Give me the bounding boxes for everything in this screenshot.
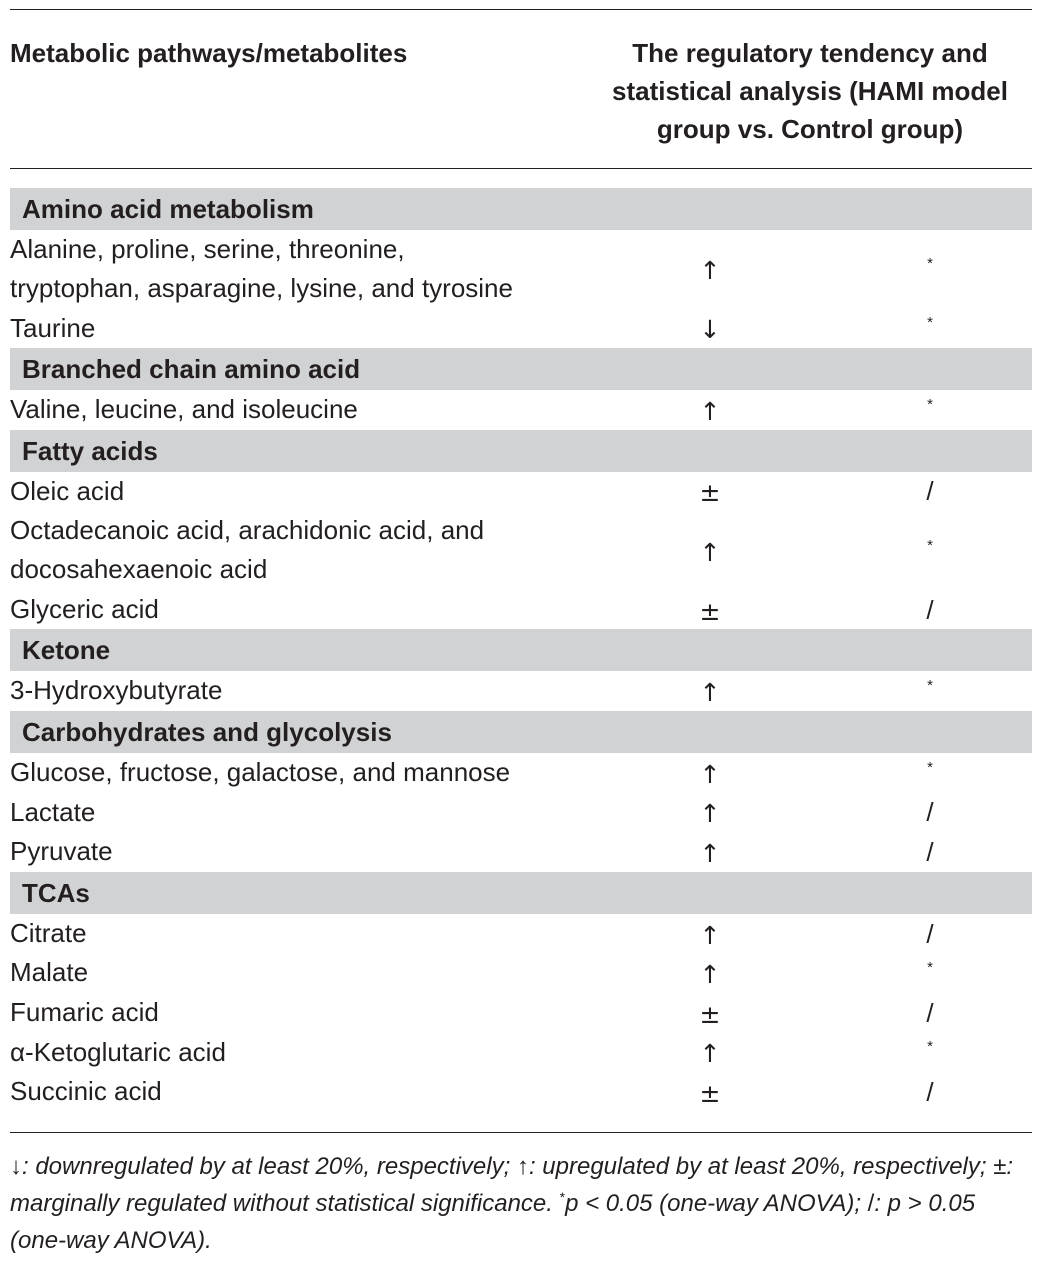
column-header-regulation-line-2: statistical analysis (HAMI model xyxy=(612,76,1008,106)
table-row xyxy=(10,832,1032,872)
regulation-trend: ↑ xyxy=(699,960,721,990)
category-row xyxy=(10,872,1032,914)
metabolite-name xyxy=(10,753,610,792)
regulation-trend: ± xyxy=(699,1078,721,1108)
table-row xyxy=(10,390,1032,430)
significance-mark: * xyxy=(927,758,933,776)
category-label: Amino acid metabolism xyxy=(22,194,314,224)
no-significance-mark: / xyxy=(926,476,934,507)
column-header-regulation-line-1: The regulatory tendency and xyxy=(632,38,988,68)
table-row xyxy=(10,472,1032,512)
regulation-trend: ↑ xyxy=(699,1039,721,1069)
column-header-regulation xyxy=(580,34,1040,148)
metabolite-name-line: Octadecanoic acid, arachidonic acid, and xyxy=(10,515,485,546)
regulation-trend: ↓ xyxy=(699,315,721,345)
metabolite-name xyxy=(10,511,610,589)
significance-mark: * xyxy=(927,395,933,413)
metabolite-name-line: Taurine xyxy=(10,312,96,343)
category-row xyxy=(10,711,1032,753)
footnote-up-text: : upregulated by at least 20%, respectively; xyxy=(528,1153,994,1180)
metabolite-name xyxy=(10,671,610,710)
footnote-star: * xyxy=(559,1189,566,1205)
category-label: Ketone xyxy=(22,635,111,666)
column-header-regulation-line-3: group vs. Control group) xyxy=(656,114,964,144)
no-significance-mark: / xyxy=(926,997,934,1028)
no-significance-mark: / xyxy=(926,918,934,949)
metabolite-name-line: Citrate xyxy=(10,917,87,948)
regulation-trend: ± xyxy=(699,596,721,626)
metabolite-name-line: α-Ketoglutaric acid xyxy=(10,1036,226,1067)
significance-mark: * xyxy=(927,255,933,273)
metabolite-name xyxy=(10,1033,610,1072)
metabolite-name-line: Succinic acid xyxy=(10,1076,162,1107)
category-row xyxy=(10,348,1032,390)
significance-mark: * xyxy=(927,959,933,977)
regulation-trend: ↑ xyxy=(699,920,721,950)
category-label: TCAs xyxy=(22,877,90,908)
significance-mark: * xyxy=(927,536,933,554)
metabolite-name-line: docosahexaenoic acid xyxy=(10,554,268,585)
footnote-up-symbol: ↑ xyxy=(516,1153,529,1180)
footnote-down-text: : downregulated by at least 20%, respectively; xyxy=(22,1153,517,1180)
footnote-star-text: p < 0.05 (one-way ANOVA); xyxy=(565,1190,868,1217)
regulation-trend: ↑ xyxy=(699,759,721,789)
metabolite-name-line: 3-Hydroxybutyrate xyxy=(10,675,223,706)
table-bottom-rule xyxy=(10,1132,1032,1133)
regulation-trend: ± xyxy=(699,478,721,508)
table-row xyxy=(10,793,1032,833)
table-row xyxy=(10,753,1032,793)
footnote-pm-symbol: ± xyxy=(993,1153,1007,1180)
table-row xyxy=(10,1072,1032,1112)
table-row xyxy=(10,914,1032,954)
category-label: Branched chain amino acid xyxy=(22,354,361,385)
metabolite-name-line: Alanine, proline, serine, threonine, xyxy=(10,234,405,264)
regulation-trend: ↑ xyxy=(699,396,721,426)
metabolite-name-line: Pyruvate xyxy=(10,836,113,867)
header-bottom-rule xyxy=(10,168,1032,169)
metabolite-name-line: tryptophan, asparagine, lysine, and tyrosine xyxy=(10,273,513,303)
table-row xyxy=(10,671,1032,711)
footnote-slash-symbol: / xyxy=(867,1190,875,1217)
metabolite-name-line: Lactate xyxy=(10,796,96,827)
regulation-trend: ↑ xyxy=(699,256,721,286)
regulation-trend: ↑ xyxy=(699,799,721,829)
table-row xyxy=(10,590,1032,630)
category-row xyxy=(10,188,1032,230)
table-row xyxy=(10,230,1032,309)
table-row xyxy=(10,993,1032,1033)
metabolite-name xyxy=(10,309,610,348)
metabolite-name xyxy=(10,472,610,511)
significance-mark: * xyxy=(927,1038,933,1056)
regulation-trend: ↑ xyxy=(699,838,721,868)
metabolite-name xyxy=(10,914,610,953)
no-significance-mark: / xyxy=(926,836,934,867)
metabolite-name xyxy=(10,230,610,308)
metabolite-name xyxy=(10,1072,610,1111)
category-row xyxy=(10,629,1032,671)
regulation-trend: ↑ xyxy=(699,537,721,567)
metabolite-name-line: Glyceric acid xyxy=(10,593,159,624)
no-significance-mark: / xyxy=(926,594,934,625)
significance-mark: * xyxy=(927,314,933,332)
footnote-slash-text: : p > 0.05 (one-way ANOVA). xyxy=(10,1190,976,1254)
significance-mark: * xyxy=(927,677,933,695)
metabolite-name-line: Oleic acid xyxy=(10,475,125,506)
no-significance-mark: / xyxy=(926,797,934,828)
column-header-metabolites: Metabolic pathways/metabolites xyxy=(10,38,408,68)
metabolite-name xyxy=(10,832,610,871)
table-row xyxy=(10,309,1032,349)
table-footnote xyxy=(10,1148,1035,1259)
metabolite-name xyxy=(10,793,610,832)
regulation-trend: ± xyxy=(699,999,721,1029)
category-row xyxy=(10,430,1032,472)
metabolite-name-line: Malate xyxy=(10,957,89,988)
metabolite-name xyxy=(10,993,610,1032)
metabolite-name xyxy=(10,953,610,992)
table-row xyxy=(10,953,1032,993)
category-label: Fatty acids xyxy=(22,435,158,466)
metabolite-name-line: Glucose, fructose, galactose, and mannose xyxy=(10,756,511,787)
footnote-pm-text: : marginally regulated without statistical significance. xyxy=(10,1153,1014,1217)
metabolite-name xyxy=(10,390,610,429)
table-row xyxy=(10,1033,1032,1073)
no-significance-mark: / xyxy=(926,1076,934,1107)
table-top-rule xyxy=(10,9,1032,10)
footnote-down-symbol: ↓ xyxy=(10,1153,22,1180)
regulation-trend: ↑ xyxy=(699,678,721,708)
metabolite-name-line: Fumaric acid xyxy=(10,996,159,1027)
metabolite-name-line: Valine, leucine, and isoleucine xyxy=(10,394,358,425)
metabolite-name xyxy=(10,590,610,629)
category-label: Carbohydrates and glycolysis xyxy=(22,716,392,747)
table-row xyxy=(10,511,1032,590)
table-body xyxy=(10,188,1032,1112)
